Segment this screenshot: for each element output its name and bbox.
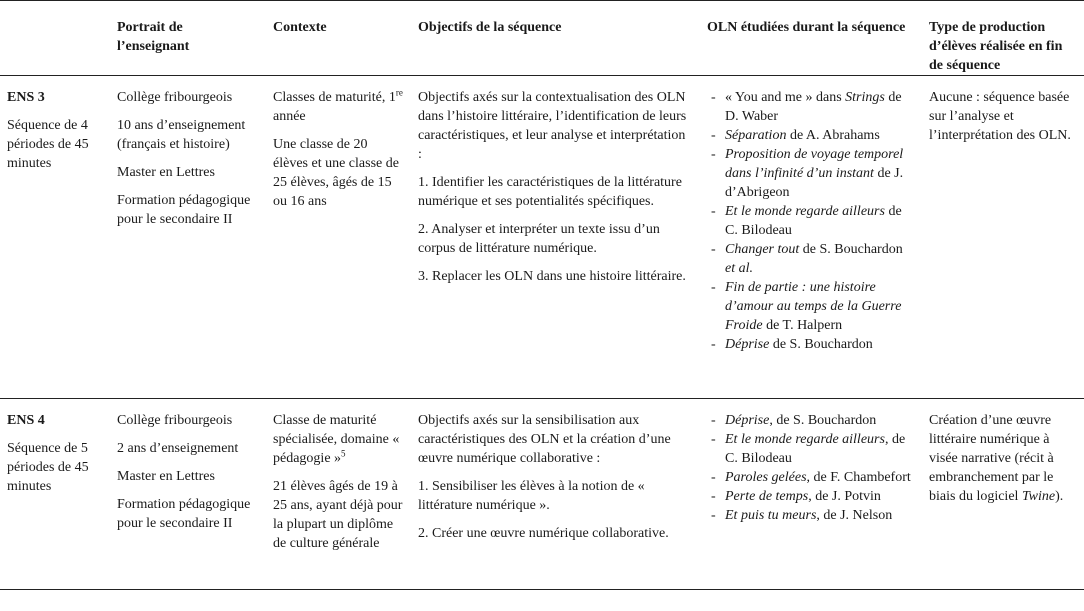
text-run: « You and me » dans	[725, 90, 846, 105]
objectif-line: 2. Analyser et interpréter un texte issu d’un corpus de littérature numérique.	[418, 222, 660, 256]
cell-contexte	[266, 76, 411, 399]
oln-item	[707, 335, 914, 354]
oln-item	[707, 240, 914, 278]
teacher-id: ENS 3	[7, 90, 45, 105]
contexte-line	[273, 411, 403, 468]
italic-title: Et le monde regarde ailleurs	[725, 204, 885, 219]
contexte-line	[273, 477, 403, 553]
text-run: de S. Bouchardon	[769, 337, 873, 352]
italic-title: Et le monde regarde ailleurs	[725, 432, 885, 447]
oln-item	[707, 88, 914, 126]
portrait-line: 2 ans d’enseignement	[117, 441, 239, 456]
text-run: , de J. Potvin	[808, 489, 881, 504]
portrait-line: Master en Lettres	[117, 165, 215, 180]
text-run: Aucune : séquence basée sur l’analyse et l’interprétation des OLN.	[929, 90, 1071, 143]
text-run: , de J. Nelson	[816, 508, 893, 523]
italic-title: Et puis tu meurs	[725, 508, 817, 523]
cell-production	[922, 399, 1084, 590]
objectif-line: 3. Replacer les OLN dans une histoire littéraire.	[418, 269, 686, 284]
portrait-line: Formation pédagogique pour le secondaire II	[117, 497, 251, 531]
oln-item	[707, 506, 914, 525]
objectif-line: 1. Sensibiliser les élèves à la notion de « littérature numérique ».	[418, 479, 645, 513]
portrait-line: Collège fribourgeois	[117, 413, 233, 428]
text-run: de C. Bilodeau	[725, 204, 902, 238]
italic-title: Fin de partie : une histoire d’amour au temps de la Guerre Froide	[725, 280, 902, 333]
text-run: ).	[1055, 489, 1064, 504]
italic-title: Perte de temps	[725, 489, 809, 504]
italic-title: et al.	[725, 261, 753, 276]
oln-item	[707, 202, 914, 240]
cell-production	[922, 76, 1084, 399]
contexte-sup: re	[395, 87, 403, 98]
portrait-line: Formation pédagogique pour le secondaire II	[117, 193, 251, 227]
contexte-text: Classe de maturité spécialisée, domaine « pédagogie »	[273, 413, 400, 466]
contexte-text: Classes de maturité, 1	[273, 90, 396, 105]
oln-item	[707, 430, 914, 468]
contexte-after: année	[273, 109, 306, 124]
portrait-line: Master en Lettres	[117, 469, 215, 484]
text-run: de T. Halpern	[762, 318, 843, 333]
text-run: de A. Abrahams	[786, 128, 880, 143]
production-text	[929, 411, 1076, 506]
header-cell-empty	[0, 1, 110, 76]
table-header-row	[0, 1, 1084, 76]
contexte-text: Une classe de 20 élèves et une classe de 25 élèves, âgés de 15 ou 16 ans	[273, 137, 399, 209]
italic-title: Changer tout	[725, 242, 800, 257]
text-run: de J. d’Abrigeon	[725, 166, 904, 200]
production-text	[929, 88, 1076, 145]
text-run: , de C. Bilodeau	[725, 432, 906, 466]
cell-portrait	[110, 399, 266, 590]
contexte-sup: 5	[341, 448, 346, 459]
italic-title: Strings	[845, 90, 885, 105]
italic-title: Déprise	[725, 413, 770, 428]
sequence-length: Séquence de 5 périodes de 45 minutes	[7, 441, 89, 494]
objectif-line: 1. Identifier les caractéristiques de la littérature numérique et ses potentialités spécifiques.	[418, 175, 682, 209]
cell-teacher	[0, 76, 110, 399]
table-row-ens3	[0, 76, 1084, 399]
italic-title: Proposition de voyage temporel dans l’infinité d’un instant	[725, 147, 904, 181]
sequence-length: Séquence de 4 périodes de 45 minutes	[7, 118, 89, 171]
oln-item	[707, 487, 914, 506]
italic-title: Déprise	[725, 337, 770, 352]
oln-list	[707, 88, 914, 354]
oln-list	[707, 411, 914, 525]
oln-item	[707, 126, 914, 145]
text-run: de D. Waber	[725, 90, 902, 124]
header-cell-production: Type de production d’élèves réalisée en fin de séquence	[922, 1, 1084, 76]
cell-oln	[700, 399, 922, 590]
cell-portrait	[110, 76, 266, 399]
oln-item	[707, 145, 914, 202]
italic-title: Paroles gelées	[725, 470, 807, 485]
portrait-line: Collège fribourgeois	[117, 90, 233, 105]
portrait-line: 10 ans d’enseignement (français et histoire)	[117, 118, 246, 152]
oln-item	[707, 411, 914, 430]
italic-title: Twine	[1021, 489, 1056, 504]
text-run: , de F. Chambefort	[806, 470, 911, 485]
header-cell-portrait: Portrait de l’enseignant	[110, 1, 266, 76]
cell-oln	[700, 76, 922, 399]
objectif-line: 2. Créer une œuvre numérique collaborative.	[418, 526, 669, 541]
text-run: Création d’une œuvre littéraire numérique à visée narrative (récit à embranchement par le biais du logiciel	[929, 413, 1054, 504]
italic-title: Séparation	[725, 128, 787, 143]
objectif-line: Objectifs axés sur la sensibilisation aux caractéristiques des OLN et la création d’une œuvre numérique collaborative :	[418, 413, 671, 466]
table-row-ens4	[0, 399, 1084, 590]
oln-item	[707, 278, 914, 335]
cell-teacher	[0, 399, 110, 590]
text-run: , de S. Bouchardon	[769, 413, 877, 428]
oln-item	[707, 468, 914, 487]
contexte-text: 21 élèves âgés de 19 à 25 ans, ayant déjà pour la plupart un diplôme de culture générale	[273, 479, 403, 551]
header-cell-objectifs: Objectifs de la séquence	[411, 1, 700, 76]
contexte-line	[273, 135, 403, 211]
header-cell-contexte: Contexte	[266, 1, 411, 76]
cell-contexte	[266, 399, 411, 590]
header-cell-oln: OLN étudiées durant la séquence	[700, 1, 922, 76]
text-run: de S. Bouchardon	[799, 242, 903, 257]
cell-objectifs	[411, 76, 700, 399]
cell-objectifs	[411, 399, 700, 590]
objectif-line: Objectifs axés sur la contextualisation des OLN dans l’histoire littéraire, l’identification de leurs caractéristiques, et leur analyse et interprétation :	[418, 90, 687, 162]
contexte-line	[273, 88, 403, 126]
teacher-id: ENS 4	[7, 413, 45, 428]
